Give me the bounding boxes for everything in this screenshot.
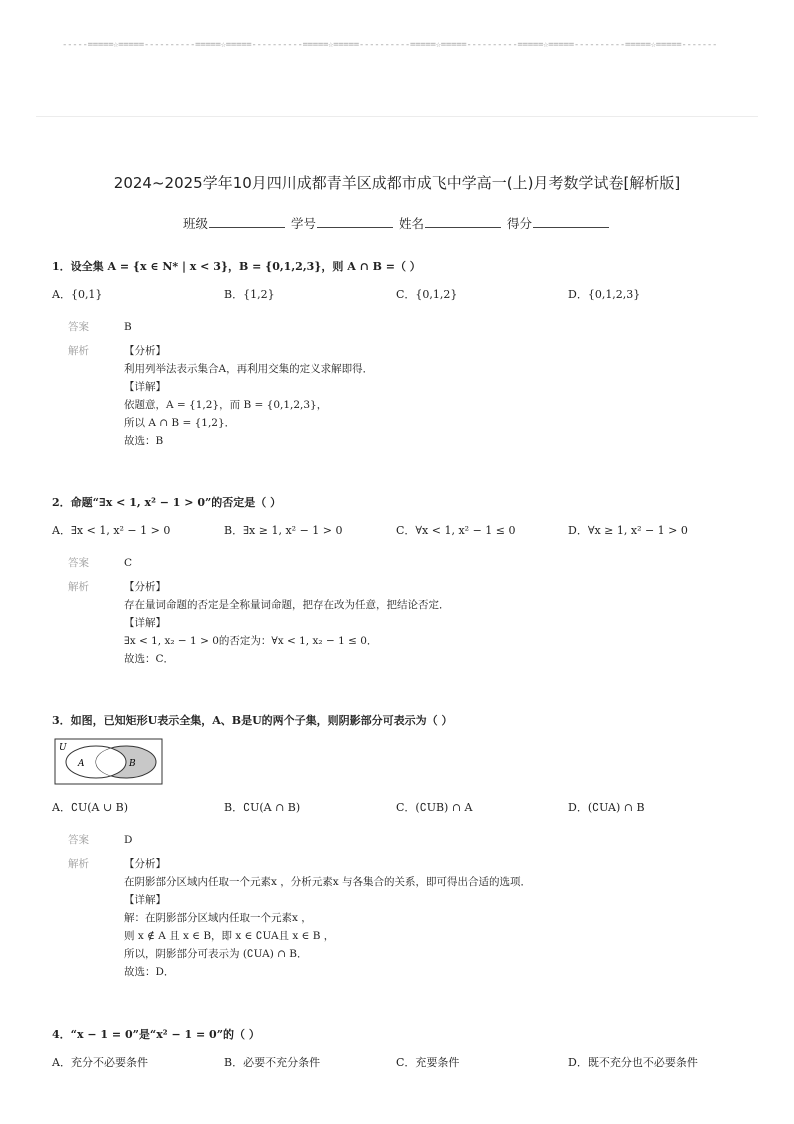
field-name-label: 姓名	[398, 216, 424, 231]
answer-value: B	[124, 321, 132, 333]
question-2	[52, 494, 752, 668]
field-class-blank[interactable]	[209, 215, 285, 228]
analysis-line: 存在量词命题的否定是全称量词命题，把存在改为任意，把结论否定．	[124, 599, 450, 611]
page-title: 2024~2025学年10月四川成都青羊区成都市成飞中学高一(上)月考数学试卷[解析版]	[113, 174, 681, 192]
option-b[interactable]: B．{1,2}	[224, 288, 275, 301]
option-a[interactable]: A．∁U(A ∪ B)	[52, 801, 129, 814]
option-c[interactable]: C．(∁UB) ∩ A	[396, 801, 473, 814]
analysis-label: 解析	[68, 581, 89, 593]
option-b[interactable]: B．必要不充分条件	[224, 1056, 321, 1069]
header-rule	[36, 116, 758, 117]
answer-block	[68, 318, 752, 336]
answer-label: 答案	[68, 834, 89, 846]
analysis-line: 【分析】	[124, 345, 166, 357]
analysis-block	[68, 855, 752, 981]
option-d[interactable]: D．(∁UA) ∩ B	[568, 801, 645, 814]
option-b[interactable]: B．∃x ≥ 1, x² − 1 > 0	[224, 524, 343, 537]
analysis-line: 【详解】	[124, 381, 166, 393]
field-number-blank[interactable]	[317, 215, 393, 228]
question-stem: 3．如图，已知矩形U表示全集，A、B是U的两个子集，则阴影部分可表示为（ ）	[52, 714, 453, 727]
option-d[interactable]: D．∀x ≥ 1, x² − 1 > 0	[568, 524, 688, 537]
analysis-line: 依题意，A = {1,2}，而 B = {0,1,2,3}，	[124, 399, 328, 411]
venn-diagram-svg	[54, 738, 164, 786]
student-info-fields	[0, 214, 794, 232]
option-d[interactable]: D．既不充分也不必要条件	[568, 1056, 698, 1069]
question-stem: 1．设全集 A = {x ∈ N* | x < 3}，B = {0,1,2,3}，则 A ∩ B =（ ）	[52, 260, 421, 273]
option-c[interactable]: C．充要条件	[396, 1056, 460, 1069]
options-row	[52, 522, 752, 540]
venn-diagram	[54, 738, 752, 789]
options-row	[52, 799, 752, 817]
analysis-body	[124, 342, 752, 450]
field-class-label: 班级	[182, 216, 208, 231]
option-a[interactable]: A．∃x < 1, x² − 1 > 0	[52, 524, 171, 537]
decorative-divider: -----=====☆=====----------=====☆=====----------=====☆=====----------=====☆=====----------=====☆=====----------=====☆=====-------	[62, 40, 718, 50]
label-b: B	[129, 759, 136, 769]
analysis-line: 解：在阴影部分区域内任取一个元素x ，	[124, 912, 312, 924]
option-c[interactable]: C．{0,1,2}	[396, 288, 458, 301]
analysis-line: ∃x < 1, x₂ − 1 > 0的否定为：∀x < 1, x₂ − 1 ≤ 0．	[124, 635, 378, 647]
analysis-line: 故选：B	[124, 435, 164, 447]
question-4	[52, 1026, 752, 1072]
analysis-label: 解析	[68, 345, 89, 357]
question-stem: 2．命题“∃x < 1, x² − 1 > 0”的否定是（ ）	[52, 496, 282, 509]
analysis-line: 【详解】	[124, 617, 166, 629]
option-c[interactable]: C．∀x < 1, x² − 1 ≤ 0	[396, 524, 516, 537]
analysis-label: 解析	[68, 858, 89, 870]
analysis-line: 故选：D．	[124, 966, 175, 978]
analysis-line: 【分析】	[124, 858, 166, 870]
answer-block	[68, 831, 752, 849]
field-number-label: 学号	[290, 216, 316, 231]
answer-label: 答案	[68, 321, 89, 333]
analysis-line: 【分析】	[124, 581, 166, 593]
analysis-line: 利用列举法表示集合A，再利用交集的定义求解即得．	[124, 363, 374, 375]
question-stem: 4．“x − 1 = 0”是“x² − 1 = 0”的（ ）	[52, 1028, 260, 1041]
analysis-line: 【详解】	[124, 894, 166, 906]
analysis-line: 所以，阴影部分可表示为 (∁UA) ∩ B．	[124, 948, 308, 960]
option-b[interactable]: B．∁U(A ∩ B)	[224, 801, 301, 814]
analysis-line: 在阴影部分区域内任取一个元素x ，分析元素x 与各集合的关系，即可得出合适的选项．	[124, 876, 532, 888]
field-score-label: 得分	[506, 216, 532, 231]
analysis-line: 则 x ∉ A 且 x ∈ B，即 x ∈ ∁UA且 x ∈ B ，	[124, 930, 335, 942]
analysis-block	[68, 342, 752, 450]
label-u: U	[59, 743, 67, 753]
analysis-block	[68, 578, 752, 668]
options-row	[52, 1054, 752, 1072]
answer-block	[68, 554, 752, 572]
question-3	[52, 712, 752, 981]
field-score-blank[interactable]	[533, 215, 609, 228]
option-a[interactable]: A．{0,1}	[52, 288, 103, 301]
analysis-body	[124, 855, 752, 981]
field-name-blank[interactable]	[425, 215, 501, 228]
answer-value: C	[124, 557, 133, 569]
option-d[interactable]: D．{0,1,2,3}	[568, 288, 641, 301]
question-1	[52, 258, 752, 450]
answer-value: D	[124, 834, 133, 846]
analysis-line: 所以 A ∩ B = {1,2}．	[124, 417, 236, 429]
option-a[interactable]: A．充分不必要条件	[52, 1056, 148, 1069]
options-row	[52, 286, 752, 304]
analysis-body	[124, 578, 752, 668]
answer-label: 答案	[68, 557, 89, 569]
analysis-line: 故选：C．	[124, 653, 175, 665]
label-a: A	[78, 759, 85, 769]
